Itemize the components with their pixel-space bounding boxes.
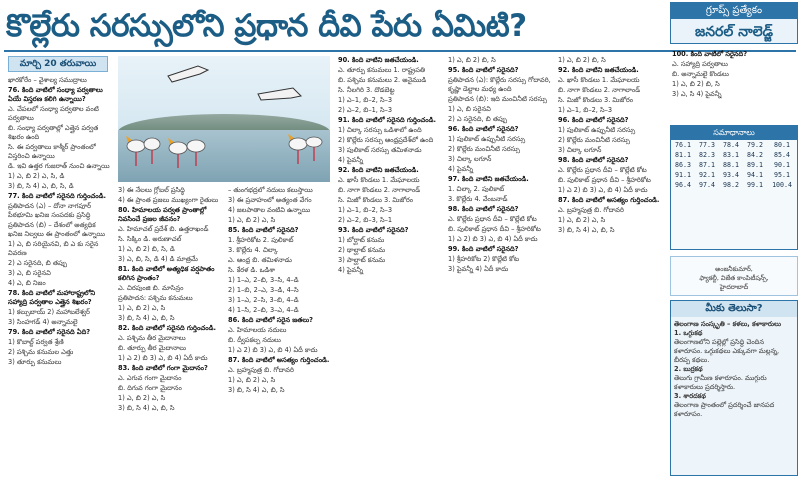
col2-line: 1) ఎ, బి 2) బి, సి, డి [118,245,175,253]
section-tag-top: గ్రూప్స్ ప్రత్యేకం [671,3,797,19]
col5-line: 1) ఎ, బి సరైనవి [448,105,491,113]
col2-line: 1) ఎ 2) బి 3) ఎ, బి 4) ఏదీ కాదు [118,354,208,362]
col5-line: 2) కొల్లేరు మంచినీటి సరస్సు [448,145,520,153]
answers-box [670,125,798,250]
col1-line: 77. కింది వాటిలో సరైనది గుర్తించండి. [8,192,107,200]
answer-cell: 99.1 [747,181,763,189]
side-line: 1) ఎ, బి 2) బి, సి [672,80,720,88]
col4-line: ఎ. ఖాసీ కొండలు 1. మేఘాలయ [338,176,420,184]
side-question [672,50,796,122]
col1-line: 76. కింది వాటిలో సంధ్యా పర్వతాలు ఏయే విస్తరణ కలిగి ఉన్నాయి? [8,86,103,103]
col6-line: బి. నాగా కొండలు 2. నాగాలాండ్ [558,86,641,94]
col1-line: 1) కల్సుబాయ్ 2) మహాబలేశ్వర్ [8,308,90,316]
col3-line: 1) ఎ, బి 2) ఎ, సి [228,216,276,224]
col2-line: ఎ. పశ్చిమ తీర మైదానాలు [118,334,186,342]
col6-line: 1) ఎ, బి 2) బి, సి [558,56,606,64]
answer-cell: 81.1 [675,151,691,159]
col3-line: ఎ. బ్రహ్మపుత్ర బి. గోదావరి [228,366,294,374]
col1-line: సి. ఈ పర్వతాలు కాశ్మీర్ ప్రాంతంలో విస్తరించి ఉన్నాయి [8,143,96,160]
answer-cell: 82.3 [699,151,715,159]
col1-line: 3) తూర్పు కనుమలు [8,358,62,366]
credit-line: హైదరాబాద్ [719,283,749,291]
lake-birds-photo [118,56,330,182]
col6-line: ఎ. బ్రహ్మపుత్ర బి. గోదావరి [558,206,624,214]
col5-line: 99. కింది వాటిలో సరైనది? [448,245,519,253]
col6-line: 1) ఎ–1, బి–2, సి–3 [558,106,613,114]
col5-line: 1) ఎ, బి 2) బి, సి [448,56,496,64]
col6-line: 3) బి, సి 4) ఎ, బి, సి [558,226,615,234]
col2-line: 83. కింది వాటిలో గంగా మైదానం? [118,364,208,372]
col1-line: 1) ఎ, బి సరియైనవి, బి ఎ కు సరైన వివరణ [8,240,99,257]
col6-line: 3) చిల్కా లగూన్ [558,146,602,154]
col4-line: 3) పాల్ఘాట్ కనుమ [338,256,386,264]
col6-line: ఎ. కొల్లేరు ప్రధాన దీవి – కొల్లేటి కోట [558,166,647,174]
col1-line: 3) బి, సి 4) ఎ, బి, సి, డి [8,182,74,190]
col1-line: బి. సంధ్యా పర్వతాల్లో ఎత్తైన పర్వత శిఖరం ఉంది [8,124,99,141]
know-line: 1. ఒగ్గుకథ [674,329,703,337]
answer-cell: 77.3 [699,141,715,149]
col4-line: 92. కింది వాటిని జతచేయండి. [338,166,419,174]
know-line: 2. బుర్రకథ [674,365,703,373]
col3-line: 1. శ్రీహరికోట 2. పులికాట్ [228,236,294,244]
answer-cell: 92.1 [699,171,715,179]
col5-line: 4) పైవన్నీ [448,165,474,173]
answer-cell: 88.1 [723,161,739,169]
table-row [671,180,797,190]
col5-line: 1) పులికాట్ ఉప్పునీటి సరస్సు [448,135,526,143]
col4-line: 4) పైవన్నీ [338,266,364,274]
table-row [671,140,797,150]
know-line: తెలంగాణ సంస్కృతి – కళలు, కళాకారులు [674,320,782,328]
col1-line: 79. కింది వాటిలో సరైనది ఏది? [8,328,91,336]
col5-line: ప్రతిపాదన (బి): ఇది మంచినీటి సరస్సు [448,95,547,103]
col3-line: 3) బి, సి 4) ఎ, బి, సి [228,386,285,394]
col5-line: 2) ఎ సరైనది, బి తప్పు [448,115,508,123]
col4-line: 2) ఎ–2, బి–1, సి–3 [338,106,393,114]
col2-line: బి. తూర్పు తీర మైదానాలు [118,344,187,352]
col1-line: డి. ఇవి ఉత్తర గుజరాత్ నుంచి ఉన్నాయి [8,162,110,170]
answer-cell: 93.4 [723,171,739,179]
answer-cell: 100.4 [772,181,792,189]
col6-line: 1) పులికాట్ ఉప్పునీటి సరస్సు [558,126,636,134]
col3-line: బి. ద్వీపకల్ప నదులు [228,336,281,344]
col1-line: 4) ఎ, బి నిజం [8,279,46,287]
col6-line: సి. మిజో కొండలు 3. మిజోరం [558,96,634,104]
know-line: తెలంగాణలోని పల్లెల్లో ప్రసిద్ధి చెందిన కళారూపం. ఒగ్గుకథలు ఎక్కువగా మల్లన్న, బీరప్ప కథలు. [674,338,780,364]
col4-line: ఎ. తూర్పు కనుమలు 1. రాష్ట్రపతి [338,66,426,74]
side-line: ఎ. సహ్యాద్రి పర్వతాలు [672,60,728,68]
col4-line: 1) ఎ–1, బి–2, సి–3 [338,206,393,214]
col4-line: 4) పైవన్నీ [338,156,364,164]
answer-cell: 91.1 [675,171,691,179]
side-line: 100. కింది వాటిలో సరైనది? [672,50,748,58]
col1-line: 1) కొబాల్ట్ పర్వత శ్రేణి [8,338,64,346]
col6-line: 1) ఎ, బి 2) ఎ, సి [558,216,606,224]
col4-line: 2) థాల్ఘాట్ కనుమ [338,246,386,254]
col4-line: సి. మిజో కొండలు 3. మిజోరం [338,196,414,204]
col3-line: 3) 1–ఎ, 2–సి, 3–బి, 4–డి [228,296,299,304]
question-column-5 [448,56,552,476]
col2-line: 81. కింది వాటిలో అత్యధిక వర్షపాతం కలిగిన ప్రాంతం? [118,265,215,282]
table-row [671,150,797,160]
col2-line: ఎ. చిరపుంజి బి. మాసిన్రం [118,284,184,292]
col4-line: 90. కింది వాటిని జతచేయండి. [338,56,419,64]
col1-line: 2) పశ్చిమ కనుమల ఎత్తు [8,348,74,356]
col2-line: 1) ఎ, బి 2) ఎ, సి [118,304,166,312]
col6-line: 96. కింది వాటిలో సరైనది? [558,116,629,124]
col6-line: 92. కింది వాటిని జతచేయండి. [558,66,639,74]
col6-line: 98. కింది వాటిలో సరైనది? [558,156,629,164]
col5-line: 1) ఎ 2) బి 3) ఎ, బి 4) ఏదీ కాదు [448,235,538,243]
col1-line: ప్రతిపాదన (బి) – దేశంలో అత్యధిక ఖనిజ నిల్వలు ఈ ప్రాంతంలో ఉన్నాయి [8,221,105,238]
answer-cell: 89.1 [747,161,763,169]
answer-cell: 79.2 [747,141,763,149]
col2-line: 82. కింది వాటిలో సరైనది గుర్తించండి. [118,324,217,332]
answer-cell: 90.1 [774,161,790,169]
col5-line: 97. కింది వాటిని జతచేయండి. [448,175,529,183]
col1-line: 2) ఎ సరైనది, బి తప్పు [8,259,68,267]
col1-line: 1) ఎ, బి 2) ఎ, సి, డి [8,172,65,180]
side-line: 3) ఎ, సి 4) పైవన్నీ [672,90,722,98]
date-chip: మార్చి 20 తరువాయి [8,56,108,72]
col5-line: ఎ. కొల్లేరు ప్రధాన దీవి – కొల్లేటి కోట [448,215,537,223]
know-line: 3. శారదకథ [674,392,706,400]
question-column-2 [118,186,222,476]
col2-line: బి. దిగువ గంగా మైదానం [118,384,182,392]
answer-cell: 80.1 [774,141,790,149]
col2-line: 3) బి, సి 4) ఎ, బి, సి [118,404,175,412]
author-credit [670,256,798,296]
col3-line: 86. కింది వాటిలో సరైన జతలు? [228,316,313,324]
col2-line: 80. హిమాలయ పర్వత ప్రాంతాల్లో నివసించే ప్రజల జీవనం? [118,206,207,223]
col1-line: 3) సింహగడ్ 4) అన్నామలై [8,318,78,326]
col6-line: 2) కొల్లేరు మంచినీటి సరస్సు [558,136,630,144]
know-line: తెలుగు గ్రామీణ కళారూపం. ముగ్గురు కళాకారులు ప్రదర్శిస్తారు. [674,374,767,391]
answer-cell: 76.1 [675,141,691,149]
table-row [671,170,797,180]
col4-line: 91. కింది వాటిలో సరైనది గుర్తించండి. [338,116,437,124]
answer-cell: 95.1 [774,171,790,179]
credit-line: అంజనీకుమార్, [715,265,753,273]
col2-line: సి. సిక్కిం డి. అరుణాచల్ [118,235,182,243]
col2-line: ప్రతిపాదన: పశ్చిమ కనుమలు [118,294,193,302]
col1-line: 78. కింది వాటిలో మహారాష్ట్రలోని సహ్యాద్రి పర్వతాల ఎత్తైన శిఖరం? [8,289,96,306]
col1-line: ఖారకోరేం – వైశాల్య సముద్రాలు [8,76,87,84]
col4-line: 3) పులికాట్ సరస్సు తమిళనాడు [338,146,422,154]
answer-cell: 78.4 [723,141,739,149]
birds-illustration [118,56,330,182]
col3-line: ఎ. హిమాలయ నదులు [228,326,287,334]
col5-line: 3) చిల్కా లగూన్ [448,155,492,163]
col5-line: ప్రతిపాదన (ఎ): కొల్లేరు సరస్సు గోదావరి, కృష్ణా డెల్టాల మధ్య ఉంది [448,76,551,93]
col6-line: 87. కింది వాటిలో అసత్యం గుర్తించండి. [558,196,660,204]
page-headline: కొల్లేరు సరస్సులోని ప్రధాన దీవి పేరు ఏమిటి? [6,8,527,44]
col4-line: సి. నీలగిరి 3. దొడబెట్ట [338,86,395,94]
col4-line: 2) ఎ–2, బి–3, సి–1 [338,216,393,224]
col2-line: 3) బి, సి 4) ఎ, బి, సి [118,314,175,322]
answer-cell: 87.1 [699,161,715,169]
col3-line: సి. కేరళ డి. ఒడిశా [228,266,276,274]
did-you-know-title: మీకు తెలుసా? [671,301,797,317]
col5-line: 3) పైవన్నీ 4) ఏదీ కాదు [448,265,509,273]
side-line: బి. అన్నామలై కొండలు [672,70,729,78]
col1-line: ఎ. చేపలలో సంధ్యా పర్వతాల వంటి పర్వతాలు [8,105,99,122]
col2-line: ఎ. ఎగువ గంగా మైదానం [118,374,182,382]
section-tag-title: జనరల్ నాలెడ్జ్ [695,24,773,40]
col3-line: 1) ఎ, బి 2) ఎ, సి [228,376,276,384]
col2-line: 4) ఈ ప్రాంత ప్రజలు ముఖ్యంగా రైతులు [118,196,219,204]
col6-line: ఎ. ఖాసీ కొండలు 1. మేఘాలయ [558,76,640,84]
col4-line: బి. పశ్చిమ కనుమలు 2. అనైముడి [338,76,427,84]
answer-cell: 98.2 [723,181,739,189]
question-column-4 [338,56,442,476]
col4-line: 93. కింది వాటిలో సరైనది? [338,226,409,234]
col3-line: 85. కింది వాటిలో సరైనది? [228,226,299,234]
answers-title: సమాధానాలు [671,126,797,140]
col1-line: 3) ఎ, బి సరైనవి [8,269,51,277]
col3-line: 3. కొల్లేరు 4. చిల్కా [228,246,278,254]
col3-line: 1) ఎ 2) బి 3) ఎ, బి 4) ఏదీ కాదు [228,346,318,354]
col2-line: ఎ. హిమాచల్ ప్రదేశ్ బి. ఉత్తరాఖండ్ [118,225,209,233]
col1-line: ప్రతిపాదన (ఎ) – దోనా నాగపూర్ పీఠభూమి ఖనిజ సంపదకు ప్రసిద్ధి [8,202,92,219]
col3-line: 2) 1–బి, 2–ఎ, 3–డి, 4–సి [228,286,299,294]
answers-table [671,140,797,190]
col5-line: 98. కింది వాటిలో సరైనది? [448,205,519,213]
credit-line: ఫ్యాకల్టీ, విజేత కాంపిటీషన్స్, [699,274,769,282]
answer-cell: 94.1 [747,171,763,179]
col2-line: 3) ఈ నేలలు గ్లోబల్ ప్రసిద్ధి [118,186,185,194]
section-tag [670,2,798,44]
col4-line: 1) చిల్కా సరస్సు ఒడిశాలో ఉంది [338,126,422,134]
col4-line: 1) ఎ–1, బి–2, సి–3 [338,96,393,104]
did-you-know-body [671,317,797,422]
col5-line: 1. చిల్కా 2. పులికాట్ [448,185,505,193]
col3-line: 4) 1–సి, 2–బి, 3–ఎ, 4–డి [228,306,299,314]
col5-line: బి. పులికాట్ ప్రధాన దీవి – శ్రీహరికోట [448,225,541,233]
col6-line: 1) ఎ 2) బి 3) ఎ, బి 4) ఏదీ కాదు [558,186,648,194]
col3-line: 3) ఈ ప్రవాహంలో అత్యంత వేగం [228,196,312,204]
col6-line: బి. పులికాట్ ప్రధాన దీవి – శ్రీహరికోట [558,176,651,184]
col4-line: 2) కొల్లేరు సరస్సు ఆంధ్రప్రదేశ్‌లో ఉంది [338,136,434,144]
know-line: తెలంగాణ ప్రాంతంలో ప్రదర్శించే జానపద కళారూపం. [674,401,775,418]
did-you-know-box [670,300,798,476]
question-column-3 [228,186,332,476]
answer-cell: 97.4 [699,181,715,189]
answer-cell: 86.3 [675,161,691,169]
col3-line: 87. కింది వాటిలో అసత్యం గుర్తించండి. [228,356,330,364]
col5-line: 96. కింది వాటిలో సరైనది? [448,125,519,133]
answer-cell: 83.1 [723,151,739,159]
col5-line: 1) శ్రీహరికోట 2) కొల్లేటి కోట [448,255,520,263]
col3-line: 4) జలపాతాల వంటివి ఉన్నాయి [228,206,311,214]
col5-line: 3. కొల్లేరు 4. వేంబనాడ్ [448,195,508,203]
col3-line: – తుంగభద్రలో నదులు కలుస్తాయి [228,186,313,194]
table-row [671,160,797,170]
col2-line: 1) ఎ, బి 2) ఎ, సి [118,394,166,402]
col5-line: 95. కింది వాటిలో సరైనది? [448,66,519,74]
col3-line: ఎ. ఆంధ్ర బి. తమిళనాడు [228,256,292,264]
answer-cell: 84.2 [747,151,763,159]
answer-cell: 96.4 [675,181,691,189]
question-column-6 [558,56,664,476]
col2-line: 3) ఎ, బి, సి, డి 4) డి మాత్రమే [118,255,198,263]
answer-cell: 85.4 [774,151,790,159]
col3-line: 1) 1–ఎ, 2–బి, 3–సి, 4–డి [228,276,299,284]
col4-line: బి. నాగా కొండలు 2. నాగాలాండ్ [338,186,421,194]
question-column-1 [8,76,112,476]
col4-line: 1) బోర్ఘాట్ కనుమ [338,236,385,244]
